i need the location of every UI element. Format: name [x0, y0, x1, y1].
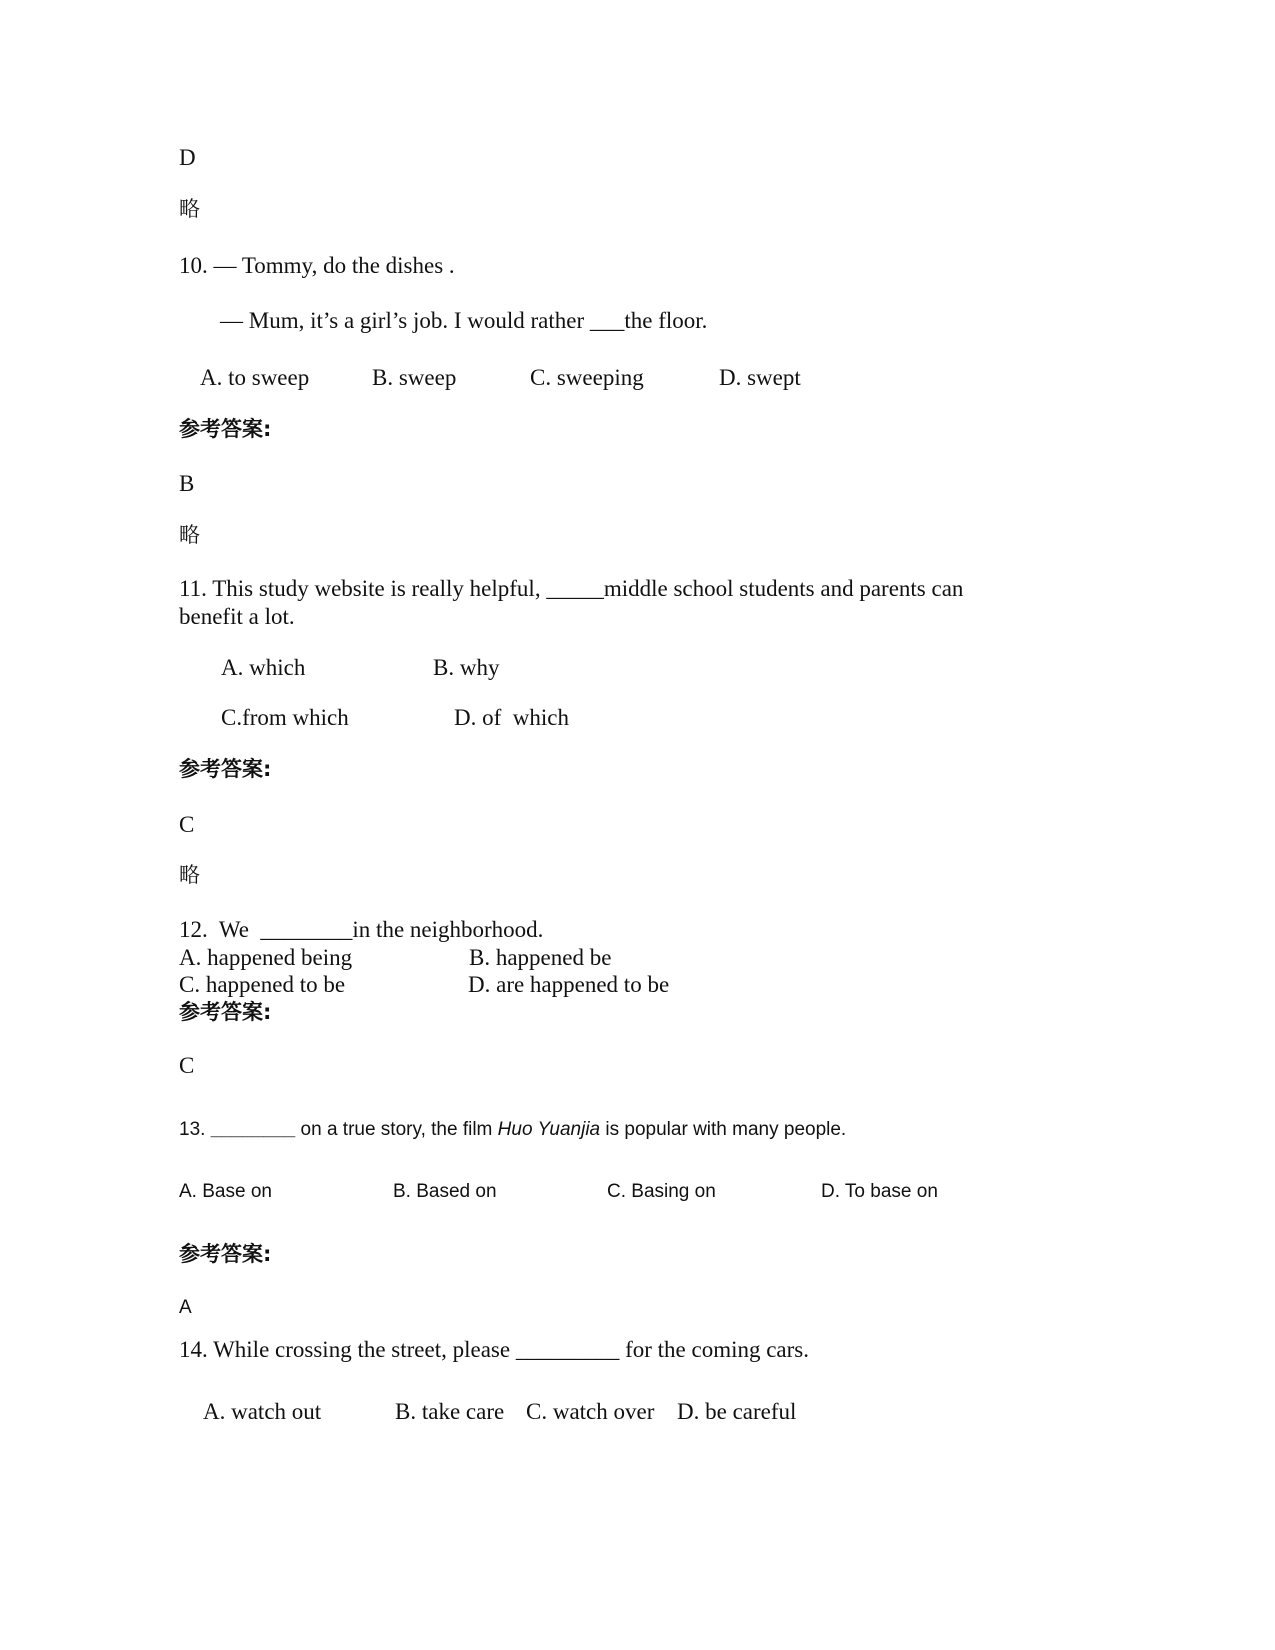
q13-film-title: Huo Yuanjia — [497, 1119, 601, 1140]
q12-option-d: D. are happened to be — [468, 972, 670, 997]
q11-stem: 11. This study website is really helpful, _____middle school students and parents can — [179, 576, 964, 601]
q12-answer: C — [179, 1053, 195, 1078]
q10-answer-label: 参考答案: — [179, 417, 272, 441]
q12-option-a: A. happened being — [179, 945, 353, 970]
q12-option-b: B. happened be — [469, 945, 612, 970]
q11-answer-label: 参考答案: — [179, 757, 272, 781]
q10-option-d: D. swept — [719, 365, 801, 390]
q13-option-d: D. To base on — [821, 1181, 938, 1202]
q11-option-c: C.from which — [221, 705, 349, 730]
q14-stem: 14. While crossing the street, please _________ for the coming cars. — [179, 1337, 809, 1362]
q10-option-c: C. sweeping — [530, 365, 644, 390]
q14-option-a: A. watch out — [203, 1399, 322, 1424]
q13-stem — [179, 1120, 846, 1139]
q11-explanation: 略 — [179, 863, 200, 887]
q11-option-b: B. why — [433, 655, 500, 680]
q9-explanation: 略 — [179, 197, 200, 221]
q10-explanation: 略 — [179, 523, 200, 547]
q12-answer-label: 参考答案: — [179, 1000, 272, 1024]
q14-option-b: B. take care — [395, 1399, 505, 1424]
q12-option-c: C. happened to be — [179, 972, 346, 997]
q10-stem: 10. — Tommy, do the dishes . — [179, 253, 455, 278]
q13-blank: ________ — [210, 1119, 296, 1140]
q10-stem-reply: — Mum, it’s a girl’s job. I would rather ___the floor. — [220, 308, 708, 333]
q13-stem-end: is popular with many people. — [600, 1119, 847, 1140]
q11-option-a: A. which — [221, 655, 306, 680]
q11-option-d: D. of which — [454, 705, 569, 730]
q11-stem-cont: benefit a lot. — [179, 604, 295, 629]
q10-answer: B — [179, 471, 195, 496]
q13-number: 13. — [179, 1119, 211, 1140]
q9-answer: D — [179, 145, 196, 170]
q10-option-a: A. to sweep — [200, 365, 310, 390]
q11-answer: C — [179, 812, 195, 837]
q13-answer-label: 参考答案: — [179, 1242, 272, 1266]
q10-option-b: B. sweep — [372, 365, 457, 390]
q14-option-c: C. watch over — [526, 1399, 655, 1424]
q14-option-d: D. be careful — [677, 1399, 797, 1424]
q13-option-a: A. Base on — [179, 1181, 272, 1202]
q13-stem-mid: on a true story, the film — [295, 1119, 498, 1140]
q13-option-b: B. Based on — [393, 1181, 497, 1202]
q13-answer: A — [179, 1297, 192, 1318]
q12-stem: 12. We ________in the neighborhood. — [179, 917, 544, 942]
q13-option-c: C. Basing on — [607, 1181, 716, 1202]
